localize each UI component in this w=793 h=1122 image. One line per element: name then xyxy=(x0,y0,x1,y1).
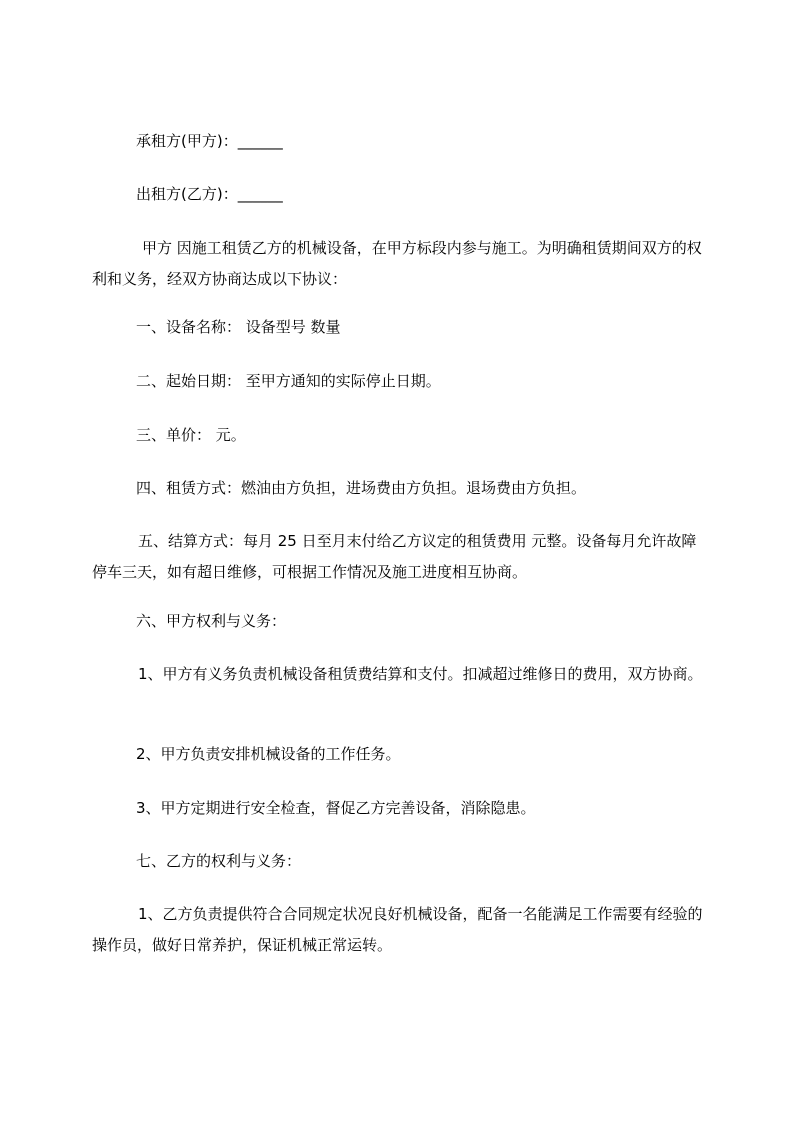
clause-6-item-3: 3、甲方定期进行安全检查，督促乙方完善设备，消除隐患。 xyxy=(136,799,536,817)
clause-1: 一、设备名称： 设备型号 数量 xyxy=(136,318,341,336)
clause-5: 五、结算方式：每月 25 日至月末付给乙方议定的租赁费用 元整。设备每月允许故障停车三天，如有超日维修，可根据工作情况及施工进度相互协商。 xyxy=(92,532,697,581)
clause-6-item-1: 1、甲方有义务负责机械设备租赁费结算和支付。扣减超过维修日的费用，双方协商。 xyxy=(138,665,703,683)
clause-7-title: 七、乙方的权利与义务： xyxy=(136,852,302,870)
clause-7-item-1: 1、乙方负责提供符合合同规定状况良好机械设备，配备一名能满足工作需要有经验的操作员，做好日常养护，保证机械正常运转。 xyxy=(92,905,703,954)
lessor-line: 出租方(乙方)：______ xyxy=(136,185,283,203)
lessee-line: 承租方(甲方)：______ xyxy=(136,132,283,150)
clause-4: 四、租赁方式：燃油由方负担，进场费由方负担。退场费由方负担。 xyxy=(136,479,587,497)
intro-paragraph: 甲方 因施工租赁乙方的机械设备，在甲方标段内参与施工。为明确租赁期间双方的权利和义务，经双方协商达成以下协议： xyxy=(92,239,702,288)
clause-6-title: 六、甲方权利与义务： xyxy=(136,612,287,630)
clause-2: 二、起始日期： 至甲方通知的实际停止日期。 xyxy=(136,372,441,390)
clause-6-item-2: 2、甲方负责安排机械设备的工作任务。 xyxy=(136,745,401,763)
clause-3: 三、单价： 元。 xyxy=(136,426,246,444)
